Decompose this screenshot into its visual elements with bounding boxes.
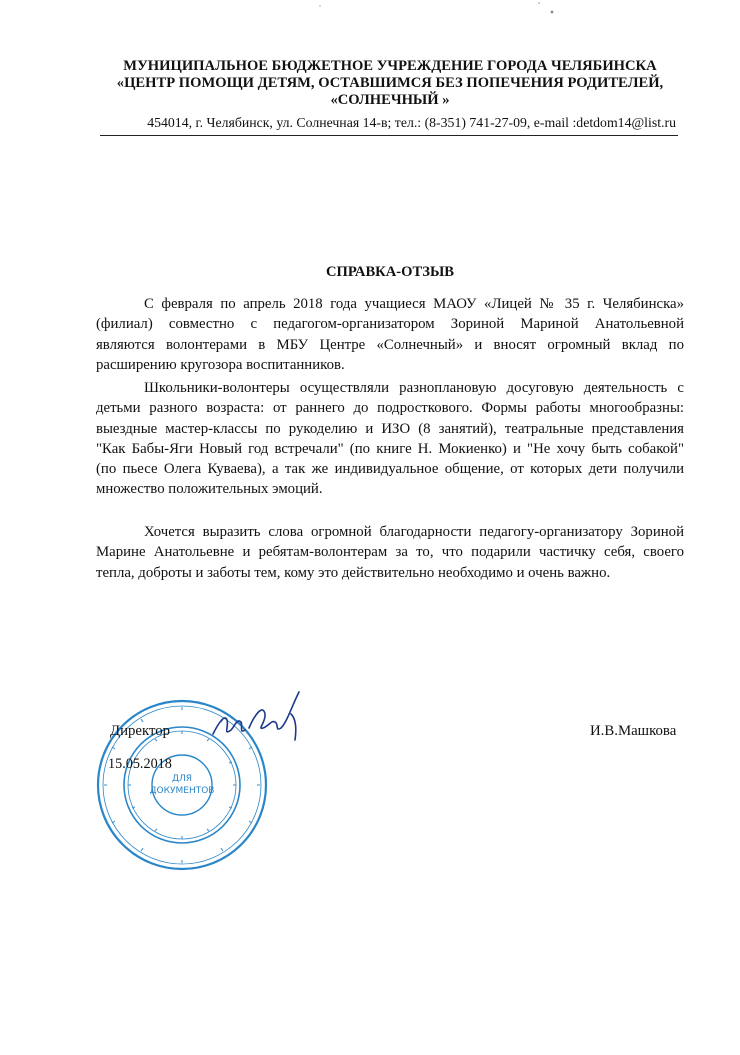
- org-name-line-2: «ЦЕНТР ПОМОЩИ ДЕТЯМ, ОСТАВШИМСЯ БЕЗ ПОПЕЧЕНИЯ РОДИТЕЛЕЙ,: [116, 75, 664, 91]
- scan-specks: [0, 0, 740, 60]
- org-name-line-3: «СОЛНЕЧНЫЙ »: [330, 92, 450, 108]
- paragraph-line: (филиал) совместно с педагогом-организатором Зориной Мариной Анатольевной: [96, 316, 684, 333]
- paragraph-line: выездные мастер-классы по рукоделию и ИЗО (8 занятий), театральные представления: [96, 420, 684, 437]
- paragraph-line: Хочется выразить слова огромной благодарности педагогу-организатору Зориной: [144, 524, 684, 540]
- paragraph-1: [96, 294, 684, 375]
- paragraph-line: Школьники-волонтеры осуществляли разноплановую досуговую деятельность с: [144, 380, 684, 396]
- paragraph-line: С февраля по апрель 2018 года учащиеся МАОУ «Лицей № 35 г. Челябинска»: [144, 296, 684, 312]
- handwritten-signature: [205, 684, 315, 754]
- paragraph-2: [96, 378, 684, 500]
- paragraph-3: [96, 522, 684, 583]
- signatory-position: Директор: [110, 723, 171, 739]
- document-title: СПРАВКА-ОТЗЫВ: [325, 264, 455, 280]
- org-address: 454014, г. Челябинск, ул. Солнечная 14-в; тел.: (8-351) 741-27-09, e-mail :detdom14@list.ru: [147, 115, 676, 130]
- letterhead-divider: [100, 135, 678, 136]
- org-name-line-1: МУНИЦИПАЛЬНОЕ БЮДЖЕТНОЕ УЧРЕЖДЕНИЕ ГОРОДА ЧЕЛЯБИНСКА: [123, 58, 657, 74]
- signatory-name: И.В.Машкова: [590, 723, 677, 739]
- letterhead: [100, 58, 680, 131]
- stamp-text-2: ДОКУМЕНТОВ: [149, 786, 215, 796]
- paragraph-line: "Как Бабы-Яги Новый год встречали" (по книге Н. Мокиенко) и "Не хочу быть собакой": [96, 440, 684, 457]
- paragraph-line: детьми разного возраста: от раннего до подросткового. Формы работы многообразны:: [96, 400, 684, 417]
- paragraph-line: тепла, доброты и заботы тем, кому это действительно необходимо и очень важно.: [96, 564, 611, 581]
- stamp-text-1: ДЛЯ: [171, 774, 193, 784]
- paragraph-line: (по пьесе Олега Куваева), а так же индивидуальное общение, от которых дети получили: [96, 461, 684, 478]
- document-date: 15.05.2018: [108, 756, 172, 772]
- paragraph-line: расширению кругозора воспитанников.: [96, 356, 345, 373]
- paragraph-line: множество положительных эмоций.: [96, 481, 323, 498]
- paragraph-line: Марине Анатольевне и ребятам-волонтерам за то, что подарили частичку себя, своего: [96, 544, 684, 561]
- paragraph-line: являются волонтерами в МБУ Центре «Солнечный» и вносят огромный вклад по: [96, 336, 684, 353]
